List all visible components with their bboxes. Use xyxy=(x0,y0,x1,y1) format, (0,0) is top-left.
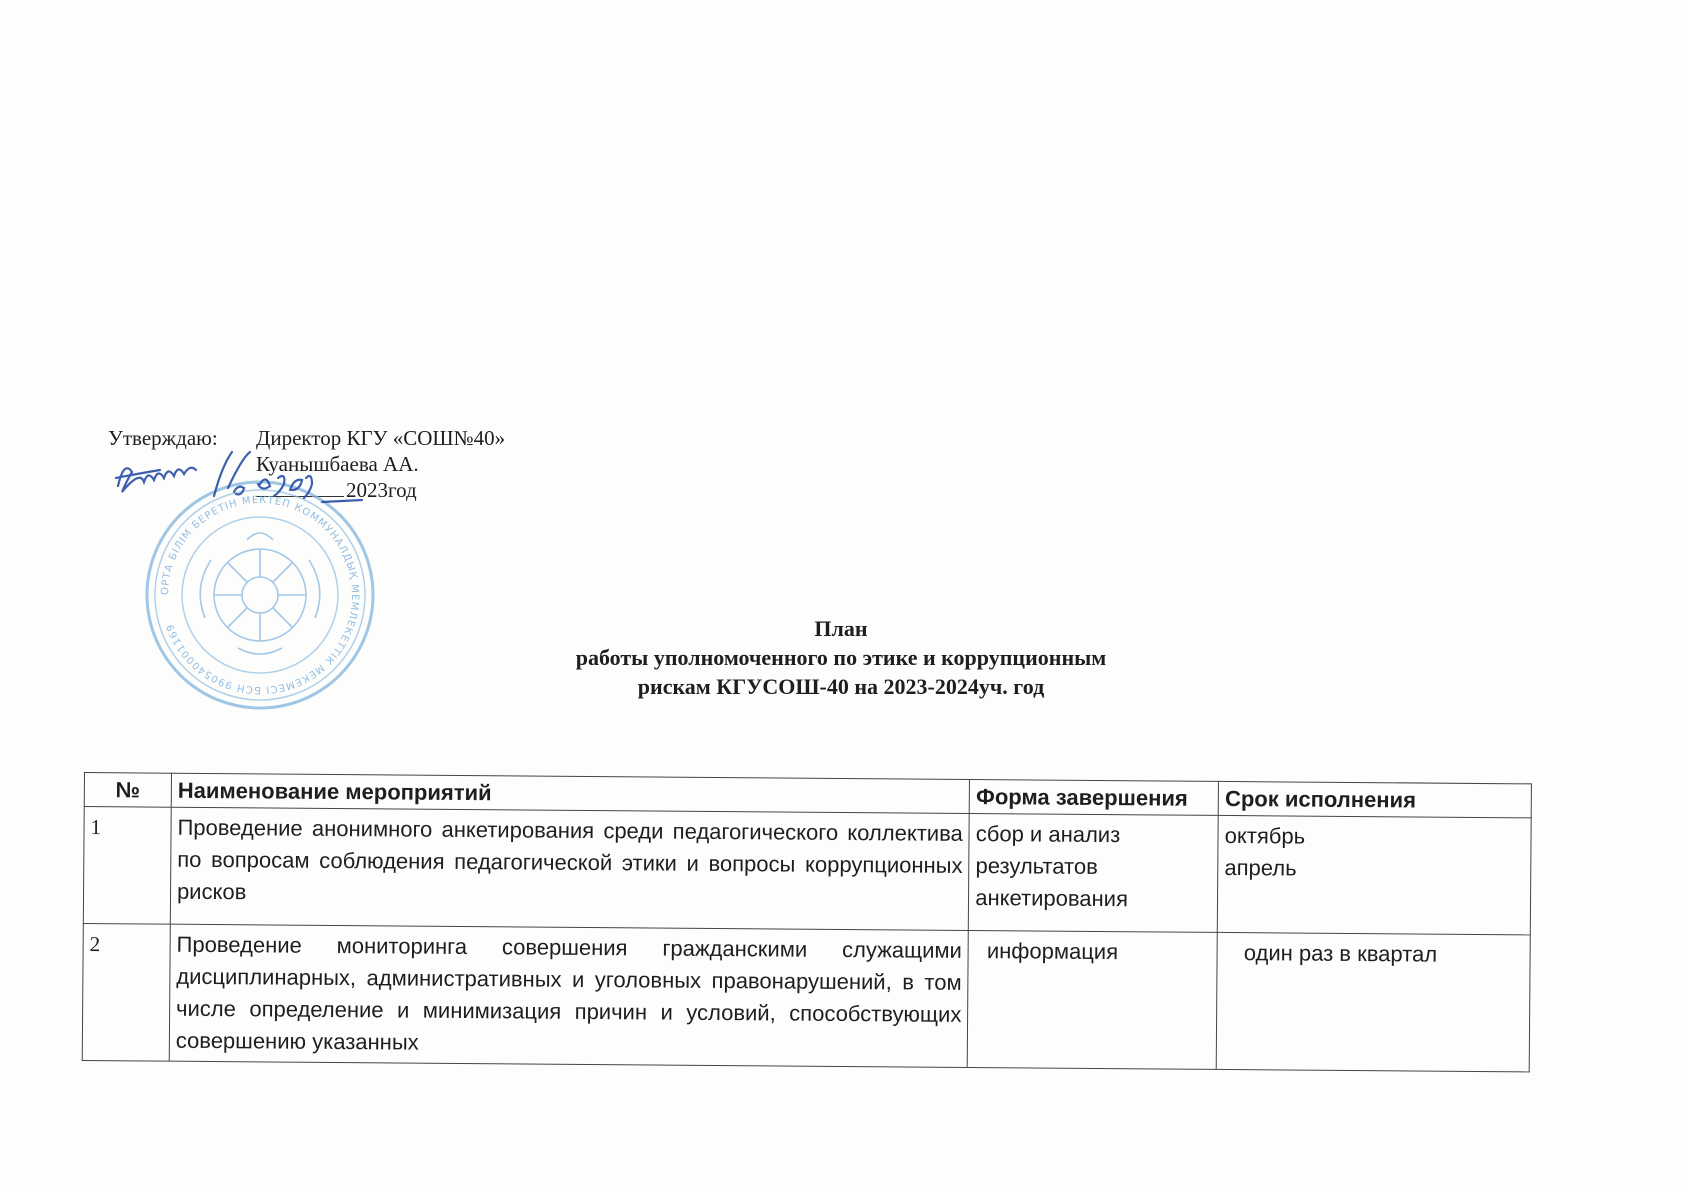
row-name: Проведение анонимного анкетирования среди педагогического коллектива по вопросам соблюдения педагогической этики и вопросы коррупционных рисков xyxy=(170,807,969,930)
plan-table xyxy=(82,772,1532,1072)
row-term-line-2: апрель xyxy=(1224,854,1297,881)
director-position: Директор КГУ «СОШ№40» xyxy=(256,426,506,450)
header-num: № xyxy=(84,773,171,808)
row-form: информация xyxy=(967,930,1217,1069)
title-line-3: рискам КГУСОШ-40 на 2023-2024уч. год xyxy=(637,674,1045,699)
title-line-1: План xyxy=(814,616,868,641)
approval-label: Утверждаю: xyxy=(108,426,218,450)
row-term: один раз в квартал xyxy=(1216,932,1530,1071)
seal-text: ОРТА БІЛІМ БЕРЕТІН МЕКТЕП КОММУНАЛДЫҚ МЕМЛЕКЕТТІК МЕКЕМЕСІ БСН 990540001169 xyxy=(159,494,361,696)
handwritten-signature-icon xyxy=(110,448,370,508)
approval-year: 2023год xyxy=(346,478,417,502)
table-row xyxy=(82,923,1530,1071)
director-name: Куанышбаева АА. xyxy=(256,452,419,476)
header-name: Наименование мероприятий xyxy=(171,773,970,813)
row-term xyxy=(1217,815,1531,934)
table-row xyxy=(83,807,1531,935)
title-line-2: работы уполномоченного по этике и коррупционным xyxy=(575,645,1107,670)
row-term-line-1: октябрь xyxy=(1224,822,1306,849)
document-title xyxy=(0,614,1682,701)
row-form: сбор и анализ результатов анкетирования xyxy=(969,813,1219,932)
row-num: 2 xyxy=(82,923,170,1061)
header-term: Срок исполнения xyxy=(1218,781,1531,817)
row-name: Проведение мониторинга совершения гражданскими служащими дисциплинарных, административных и уголовных правонарушений, в том числе определение и минимизация причин и условий, способствующих совершению указанных xyxy=(169,924,968,1067)
row-num: 1 xyxy=(83,807,171,925)
header-form: Форма завершения xyxy=(969,779,1218,815)
